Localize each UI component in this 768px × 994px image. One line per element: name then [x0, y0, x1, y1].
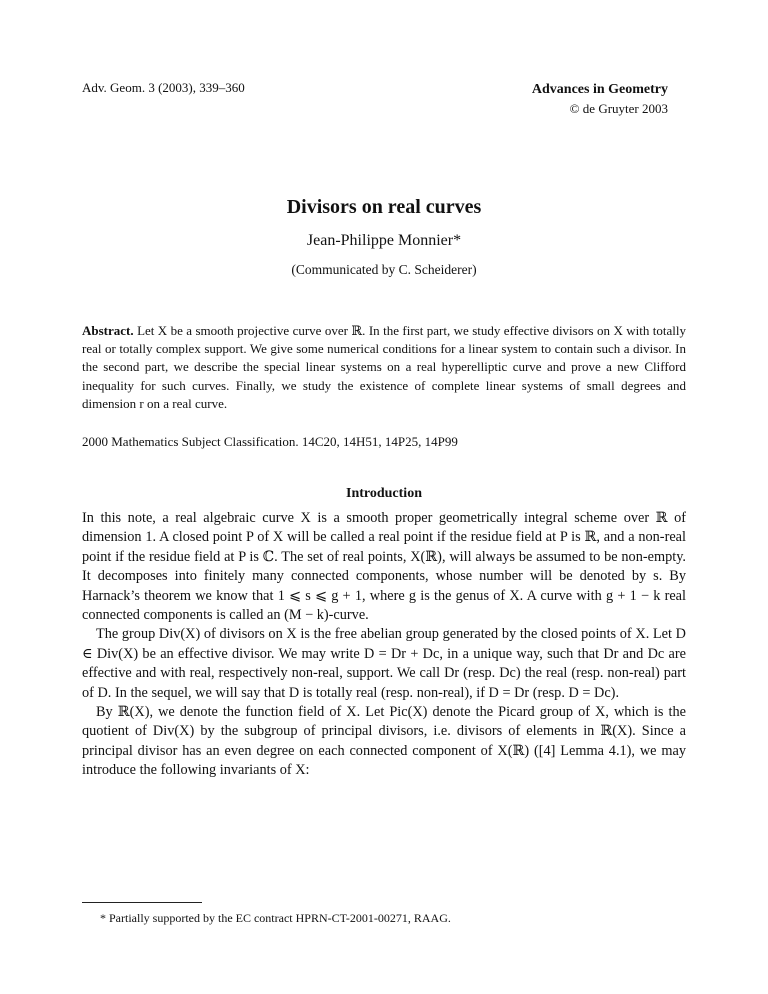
- abstract-label: Abstract.: [82, 323, 134, 338]
- communicated-by: (Communicated by C. Scheiderer): [291, 262, 477, 277]
- msc-classification: 2000 Mathematics Subject Classification. 14C20, 14H51, 14P25, 14P99: [82, 434, 458, 449]
- paper-author: Jean-Philippe Monnier*: [306, 232, 462, 249]
- abstract: [82, 322, 686, 413]
- journal-header: [532, 80, 668, 118]
- footnote-rule: [82, 902, 202, 903]
- paper-title: Divisors on real curves: [286, 196, 482, 218]
- journal-citation: Adv. Geom. 3 (2003), 339–360: [82, 80, 245, 95]
- copyright-notice: © de Gruyter 2003: [569, 101, 668, 116]
- paragraph: The group Div(X) of divisors on X is the free abelian group generated by the closed points of X. Let D ∈ Div(X) be an effective divisor. We may write D = Dr + Dc, in a unique way, such that Dr and Dc are effective and with real, respectively non-real, support. We call Dr (resp. Dc) the real (resp. non-real) part of D. In the sequel, we will say that D is totally real (resp. non-real), if D = Dr (resp. D = Dc).: [82, 626, 686, 701]
- introduction-body: [82, 509, 686, 781]
- paragraph: By ℝ(X), we denote the function field of X. Let Pic(X) denote the Picard group of X, which is the quotient of Div(X) by the subgroup of principal divisors, i.e. divisors of elements in ℝ(X). Since a principal divisor has an even degree on each connected component of X(ℝ) ([4] Lemma 4.1), we may introduce the following invariants of X:: [82, 704, 686, 779]
- footnote: * Partially supported by the EC contract HPRN-CT-2001-00271, RAAG.: [100, 911, 451, 925]
- paragraph: In this note, a real algebraic curve X is a smooth proper geometrically integral scheme over ℝ of dimension 1. A closed point P of X will be called a real point if the residue field at P is ℝ, and a non-real point if the residue field at P is ℂ. The set of real points, X(ℝ), will always be assumed to be non-empty. It decomposes into finitely many connected components, whose number will be denoted by s. By Harnack’s theorem we know that 1 ⩽ s ⩽ g + 1, where g is the genus of X. A curve with g + 1 − k real connected components is called an (M − k)-curve.: [82, 510, 686, 624]
- abstract-text: Let X be a smooth projective curve over ℝ. In the first part, we study effective divisors on X with totally real or totally complex support. We give some numerical conditions for a linear system to contain such a divisor. In the second part, we describe the special linear systems on a real hyperelliptic curve and prove a new Clifford inequality for such curves. Finally, we study the existence of complete linear systems of small degrees and dimension r on a real curve.: [82, 323, 686, 411]
- section-heading-introduction: Introduction: [346, 486, 422, 501]
- journal-name: Advances in Geometry: [531, 82, 668, 97]
